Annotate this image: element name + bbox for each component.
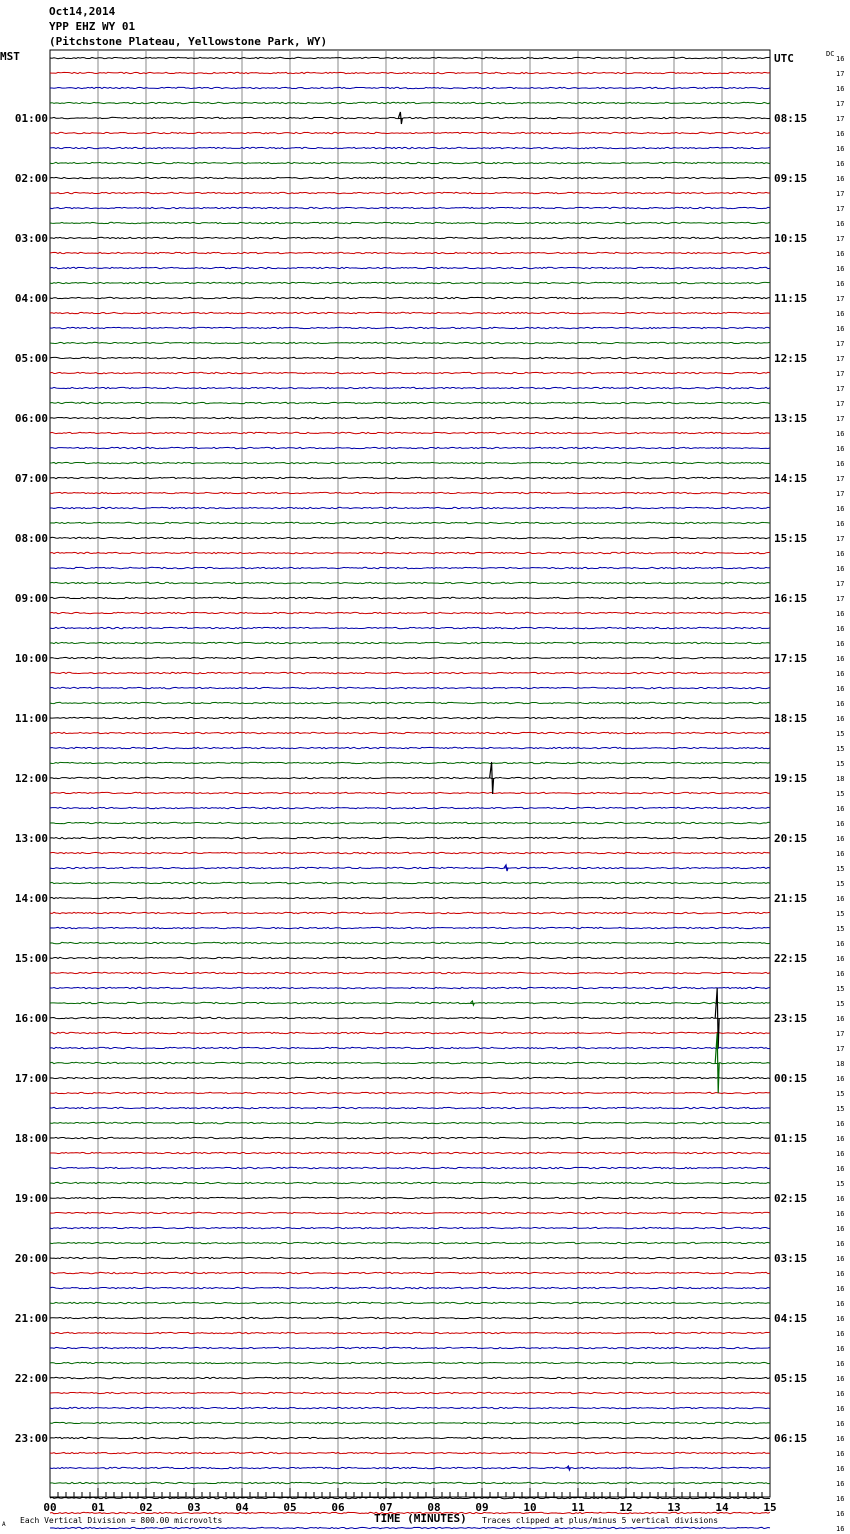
seismic-trace <box>50 867 770 868</box>
dc-offset: 16 <box>836 1075 845 1083</box>
x-tick-label: 03 <box>187 1501 201 1514</box>
hour-label-utc: 01:15 <box>774 1132 808 1145</box>
seismic-trace <box>50 327 770 328</box>
dc-offset: 15 <box>836 985 845 993</box>
dc-labels <box>836 55 844 1534</box>
dc-offset: 17 <box>836 235 845 243</box>
hour-label-mst: 12:00 <box>14 772 48 785</box>
dc-offset: 15 <box>836 1000 845 1008</box>
hour-label-utc: 13:15 <box>774 412 808 425</box>
hour-label-mst: 05:00 <box>14 352 48 365</box>
seismic-trace <box>50 132 770 133</box>
seismic-trace <box>50 297 770 298</box>
dc-offset: 15 <box>836 925 845 933</box>
dc-offset: 17 <box>836 580 845 588</box>
dc-offset: 16 <box>836 1510 845 1518</box>
dc-offset: 16 <box>836 250 845 258</box>
seismic-trace <box>50 117 770 118</box>
x-tick-label: 04 <box>235 1501 249 1514</box>
seismic-trace <box>50 102 770 103</box>
hour-label-mst: 03:00 <box>14 232 48 245</box>
dc-offset: 16 <box>836 445 845 453</box>
seismic-trace <box>50 627 770 628</box>
dc-offset: 16 <box>836 1375 845 1383</box>
dc-offset: 16 <box>836 520 845 528</box>
dc-offset: 15 <box>836 865 845 873</box>
dc-offset: 16 <box>836 640 845 648</box>
hour-label-mst: 13:00 <box>14 832 48 845</box>
hour-label-utc: 15:15 <box>774 532 808 545</box>
dc-offset: 15 <box>836 1105 845 1113</box>
seismic-trace <box>50 1482 770 1483</box>
seismic-trace <box>50 1137 770 1138</box>
dc-offset: 16 <box>836 1495 845 1503</box>
hour-label-mst: 15:00 <box>14 952 48 965</box>
seismic-trace <box>50 1077 770 1078</box>
x-tick-label: 05 <box>283 1501 297 1514</box>
dc-offset: 16 <box>836 1480 845 1488</box>
dc-offset: 16 <box>836 1315 845 1323</box>
hour-label-utc: 04:15 <box>774 1312 808 1325</box>
dc-offset: 17 <box>836 370 845 378</box>
hour-label-mst: 11:00 <box>14 712 48 725</box>
seismic-trace <box>50 267 770 268</box>
seismic-trace <box>50 837 770 838</box>
dc-offset: 16 <box>836 1210 845 1218</box>
hour-label-utc: 18:15 <box>774 712 808 725</box>
dc-offset: 16 <box>836 55 845 63</box>
dc-offset: 16 <box>836 565 845 573</box>
hour-label-mst: 10:00 <box>14 652 48 665</box>
x-tick-label: 10 <box>523 1501 537 1514</box>
dc-offset: 15 <box>836 760 845 768</box>
hour-label-utc: UTC <box>774 52 794 65</box>
header-location: (Pitchstone Plateau, Yellowstone Park, WY) <box>49 35 328 48</box>
events <box>398 112 719 1470</box>
seismic-trace <box>50 507 770 508</box>
seismic-trace <box>50 672 770 673</box>
dc-offset: 15 <box>836 880 845 888</box>
seismic-trace <box>50 567 770 568</box>
hour-label-mst: 18:00 <box>14 1132 48 1145</box>
hour-label-mst: 22:00 <box>14 1372 48 1385</box>
dc-offset: 16 <box>836 505 845 513</box>
x-axis-label: TIME (MINUTES) <box>374 1512 467 1525</box>
dc-offset: 17 <box>836 415 845 423</box>
dc-offset: 16 <box>836 970 845 978</box>
seismic-trace <box>50 342 770 343</box>
traces <box>50 57 770 1534</box>
hour-label-utc: 10:15 <box>774 232 808 245</box>
seismic-trace <box>50 1467 770 1468</box>
grid <box>50 50 770 1497</box>
seismic-trace <box>50 537 770 538</box>
dc-offset: 16 <box>836 1330 845 1338</box>
footer-clip: Traces clipped at plus/minus 5 vertical divisions <box>482 1516 719 1525</box>
dc-offset: 17 <box>836 595 845 603</box>
x-tick-label: 08 <box>427 1501 441 1514</box>
seismic-trace <box>50 987 770 988</box>
dc-offset: 16 <box>836 850 845 858</box>
dc-offset: 16 <box>836 1015 845 1023</box>
dc-offset: 16 <box>836 700 845 708</box>
seismic-trace <box>50 1122 770 1123</box>
hour-label-utc: 08:15 <box>774 112 808 125</box>
dc-offset: 16 <box>836 1195 845 1203</box>
event-spike <box>490 762 494 794</box>
seismic-trace <box>50 462 770 463</box>
dc-offset: 16 <box>836 940 845 948</box>
dc-offset: 16 <box>836 1240 845 1248</box>
dc-offset: 17 <box>836 535 845 543</box>
dc-offset: 16 <box>836 265 845 273</box>
dc-offset: 16 <box>836 1360 845 1368</box>
dc-offset: 16 <box>836 625 845 633</box>
hour-label-utc: 06:15 <box>774 1432 808 1445</box>
seismic-trace <box>50 357 770 358</box>
seismic-trace <box>50 942 770 943</box>
seismic-trace <box>50 1407 770 1408</box>
seismic-trace <box>50 237 770 238</box>
dc-offset: 16 <box>836 1120 845 1128</box>
header-date: Oct14,2014 <box>49 5 116 18</box>
seismic-trace <box>50 1347 770 1348</box>
hour-label-mst: 01:00 <box>14 112 48 125</box>
seismic-trace <box>50 552 770 553</box>
hour-label-mst: 08:00 <box>14 532 48 545</box>
seismic-trace <box>50 192 770 193</box>
seismic-trace <box>50 1167 770 1168</box>
dc-offset: 15 <box>836 910 845 918</box>
dc-offset: 16 <box>836 820 845 828</box>
dc-offset: 17 <box>836 400 845 408</box>
seismic-trace <box>50 1302 770 1303</box>
dc-offset: 17 <box>836 100 845 108</box>
seismic-trace <box>50 1227 770 1228</box>
dc-offset: 16 <box>836 805 845 813</box>
seismic-trace <box>50 1152 770 1153</box>
dc-offset: 16 <box>836 220 845 228</box>
hour-label-mst: 20:00 <box>14 1252 48 1265</box>
seismic-trace <box>50 147 770 148</box>
dc-offset: 16 <box>836 955 845 963</box>
dc-offset: 16 <box>836 280 845 288</box>
seismic-trace <box>50 657 770 658</box>
seismic-trace <box>50 612 770 613</box>
seismic-trace <box>50 597 770 598</box>
seismic-trace <box>50 477 770 478</box>
mst-label: MST <box>0 50 20 63</box>
seismic-trace <box>50 852 770 853</box>
dc-offset: 16 <box>836 1300 845 1308</box>
x-tick-label: 14 <box>715 1501 729 1514</box>
seismic-trace <box>50 1002 770 1003</box>
hour-label-utc: 02:15 <box>774 1192 808 1205</box>
seismic-trace <box>50 57 770 58</box>
dc-offset: 16 <box>836 145 845 153</box>
header-station: YPP EHZ WY 01 <box>49 20 136 33</box>
seismic-trace <box>50 762 770 763</box>
hour-label-utc: 19:15 <box>774 772 808 785</box>
dc-offset: 17 <box>836 1030 845 1038</box>
seismic-trace <box>50 912 770 913</box>
dc-offset: 17 <box>836 190 845 198</box>
dc-offset: 16 <box>836 1435 845 1443</box>
hour-label-utc: 14:15 <box>774 472 808 485</box>
seismic-trace <box>50 642 770 643</box>
dc-offset: 16 <box>836 1390 845 1398</box>
seismic-trace <box>50 1452 770 1453</box>
seismic-trace <box>50 582 770 583</box>
seismic-trace <box>50 372 770 373</box>
seismic-trace <box>50 222 770 223</box>
seismic-trace <box>50 1182 770 1183</box>
footer-mark: A <box>2 1521 6 1528</box>
seismic-trace <box>50 252 770 253</box>
seismic-trace <box>50 1107 770 1108</box>
seismic-trace <box>50 972 770 973</box>
dc-offset: 16 <box>836 715 845 723</box>
seismic-trace <box>50 417 770 418</box>
hour-label-mst: 14:00 <box>14 892 48 905</box>
seismic-trace <box>50 702 770 703</box>
hour-label-mst: 23:00 <box>14 1432 48 1445</box>
seismic-trace <box>50 882 770 883</box>
dc-offset: 17 <box>836 490 845 498</box>
dc-offset: 16 <box>836 175 845 183</box>
dc-offset: 16 <box>836 1150 845 1158</box>
seismic-trace <box>50 522 770 523</box>
dc-offset: 16 <box>836 160 845 168</box>
seismic-trace <box>50 957 770 958</box>
dc-offset: 16 <box>836 1450 845 1458</box>
hour-label-mst: 09:00 <box>14 592 48 605</box>
hour-label-utc: 00:15 <box>774 1072 808 1085</box>
x-tick-label: 12 <box>619 1501 633 1514</box>
seismic-trace <box>50 177 770 178</box>
dc-offset: 16 <box>836 1255 845 1263</box>
seismic-trace <box>50 732 770 733</box>
dc-header: DC <box>826 50 835 58</box>
dc-offset: 16 <box>836 430 845 438</box>
hour-label-utc: 12:15 <box>774 352 808 365</box>
dc-offset: 17 <box>836 385 845 393</box>
event-spike <box>504 865 508 871</box>
seismic-trace <box>50 1212 770 1213</box>
x-tick-label: 06 <box>331 1501 345 1514</box>
seismic-trace <box>50 207 770 208</box>
dc-offset: 16 <box>836 1345 845 1353</box>
dc-offset: 17 <box>836 295 845 303</box>
seismic-trace <box>50 807 770 808</box>
hour-label-mst: 19:00 <box>14 1192 48 1205</box>
x-tick-label: 15 <box>763 1501 777 1514</box>
dc-offset: 16 <box>836 1270 845 1278</box>
hour-label-utc: 05:15 <box>774 1372 808 1385</box>
dc-offset: 16 <box>836 835 845 843</box>
x-tick-label: 09 <box>475 1501 489 1514</box>
seismic-trace <box>50 432 770 433</box>
seismic-trace <box>50 1272 770 1273</box>
dc-offset: 16 <box>836 130 845 138</box>
seismic-trace <box>50 1287 770 1288</box>
seismic-trace <box>50 1392 770 1393</box>
dc-offset: 15 <box>836 1090 845 1098</box>
dc-offset: 16 <box>836 1465 845 1473</box>
dc-offset: 16 <box>836 460 845 468</box>
dc-offset: 17 <box>836 205 845 213</box>
time-axis <box>43 1488 776 1514</box>
hour-label-utc: 11:15 <box>774 292 808 305</box>
dc-offset: 16 <box>836 325 845 333</box>
dc-offset: 16 <box>836 655 845 663</box>
hour-label-mst: 06:00 <box>14 412 48 425</box>
dc-offset: 16 <box>836 685 845 693</box>
seismic-trace <box>50 282 770 283</box>
hour-label-utc: 23:15 <box>774 1012 808 1025</box>
seismic-trace <box>50 687 770 688</box>
seismic-trace <box>50 1062 770 1063</box>
seismic-trace <box>50 1497 770 1498</box>
hour-label-mst: 04:00 <box>14 292 48 305</box>
seismic-trace <box>50 792 770 793</box>
x-tick-label: 00 <box>43 1501 57 1514</box>
dc-offset: 16 <box>836 1420 845 1428</box>
dc-offset: 16 <box>836 1285 845 1293</box>
seismic-trace <box>50 747 770 748</box>
dc-offset: 17 <box>836 115 845 123</box>
seismic-trace <box>50 1257 770 1258</box>
hour-label-mst: 07:00 <box>14 472 48 485</box>
seismic-trace <box>50 387 770 388</box>
plot-frame <box>50 50 770 1497</box>
seismic-trace <box>50 822 770 823</box>
hour-label-utc: 03:15 <box>774 1252 808 1265</box>
seismic-trace <box>50 402 770 403</box>
seismic-trace <box>50 1377 770 1378</box>
dc-offset: 15 <box>836 745 845 753</box>
hour-label-mst: 21:00 <box>14 1312 48 1325</box>
dc-offset: 16 <box>836 310 845 318</box>
dc-offset: 15 <box>836 730 845 738</box>
dc-offset: 17 <box>836 70 845 78</box>
x-tick-label: 02 <box>139 1501 153 1514</box>
dc-offset: 16 <box>836 1525 845 1533</box>
seismic-trace <box>50 312 770 313</box>
hour-label-utc: 16:15 <box>774 592 808 605</box>
dc-offset: 16 <box>836 895 845 903</box>
hour-label-mst: 16:00 <box>14 1012 48 1025</box>
hour-label-mst: 02:00 <box>14 172 48 185</box>
dc-offset: 16 <box>836 670 845 678</box>
seismic-trace <box>50 717 770 718</box>
hour-label-mst: 17:00 <box>14 1072 48 1085</box>
dc-offset: 16 <box>836 550 845 558</box>
x-tick-label: 13 <box>667 1501 681 1514</box>
dc-offset: 18 <box>836 1060 845 1068</box>
seismic-trace <box>50 1317 770 1318</box>
hour-label-utc: 22:15 <box>774 952 808 965</box>
seismic-trace <box>50 1017 770 1018</box>
hour-label-utc: 20:15 <box>774 832 808 845</box>
dc-offset: 17 <box>836 355 845 363</box>
dc-offset: 16 <box>836 1405 845 1413</box>
hour-label-utc: 17:15 <box>774 652 808 665</box>
dc-offset: 15 <box>836 790 845 798</box>
dc-offset: 17 <box>836 1045 845 1053</box>
seismic-trace <box>50 1527 770 1528</box>
dc-offset: 16 <box>836 85 845 93</box>
seismic-trace <box>50 1197 770 1198</box>
seismic-trace <box>50 1242 770 1243</box>
event-spike <box>470 1001 474 1005</box>
dc-offset: 16 <box>836 1165 845 1173</box>
dc-offset: 17 <box>836 475 845 483</box>
seismic-trace <box>50 72 770 73</box>
seismic-trace <box>50 1437 770 1438</box>
seismic-trace <box>50 1362 770 1363</box>
dc-offset: 17 <box>836 340 845 348</box>
x-tick-label: 01 <box>91 1501 105 1514</box>
seismic-trace <box>50 777 770 778</box>
seismic-trace <box>50 1047 770 1048</box>
event-spike <box>566 1466 570 1470</box>
seismic-trace <box>50 1032 770 1033</box>
seismic-trace <box>50 1422 770 1423</box>
hour-label-utc: 21:15 <box>774 892 808 905</box>
seismic-trace <box>50 162 770 163</box>
seismic-trace <box>50 492 770 493</box>
dc-offset: 16 <box>836 610 845 618</box>
dc-offset: 16 <box>836 1135 845 1143</box>
event-spike <box>398 112 402 124</box>
dc-offset: 18 <box>836 775 845 783</box>
dc-offset: 16 <box>836 1225 845 1233</box>
seismic-trace <box>50 1332 770 1333</box>
footer-scale: Each Vertical Division = 800.00 microvolts <box>20 1516 223 1525</box>
x-tick-label: 11 <box>571 1501 585 1514</box>
x-tick-label: 07 <box>379 1501 393 1514</box>
seismic-trace <box>50 927 770 928</box>
seismic-trace <box>50 447 770 448</box>
dc-offset: 15 <box>836 1180 845 1188</box>
seismic-trace <box>50 87 770 88</box>
seismic-trace <box>50 1092 770 1093</box>
seismic-trace <box>50 897 770 898</box>
hour-label-utc: 09:15 <box>774 172 808 185</box>
